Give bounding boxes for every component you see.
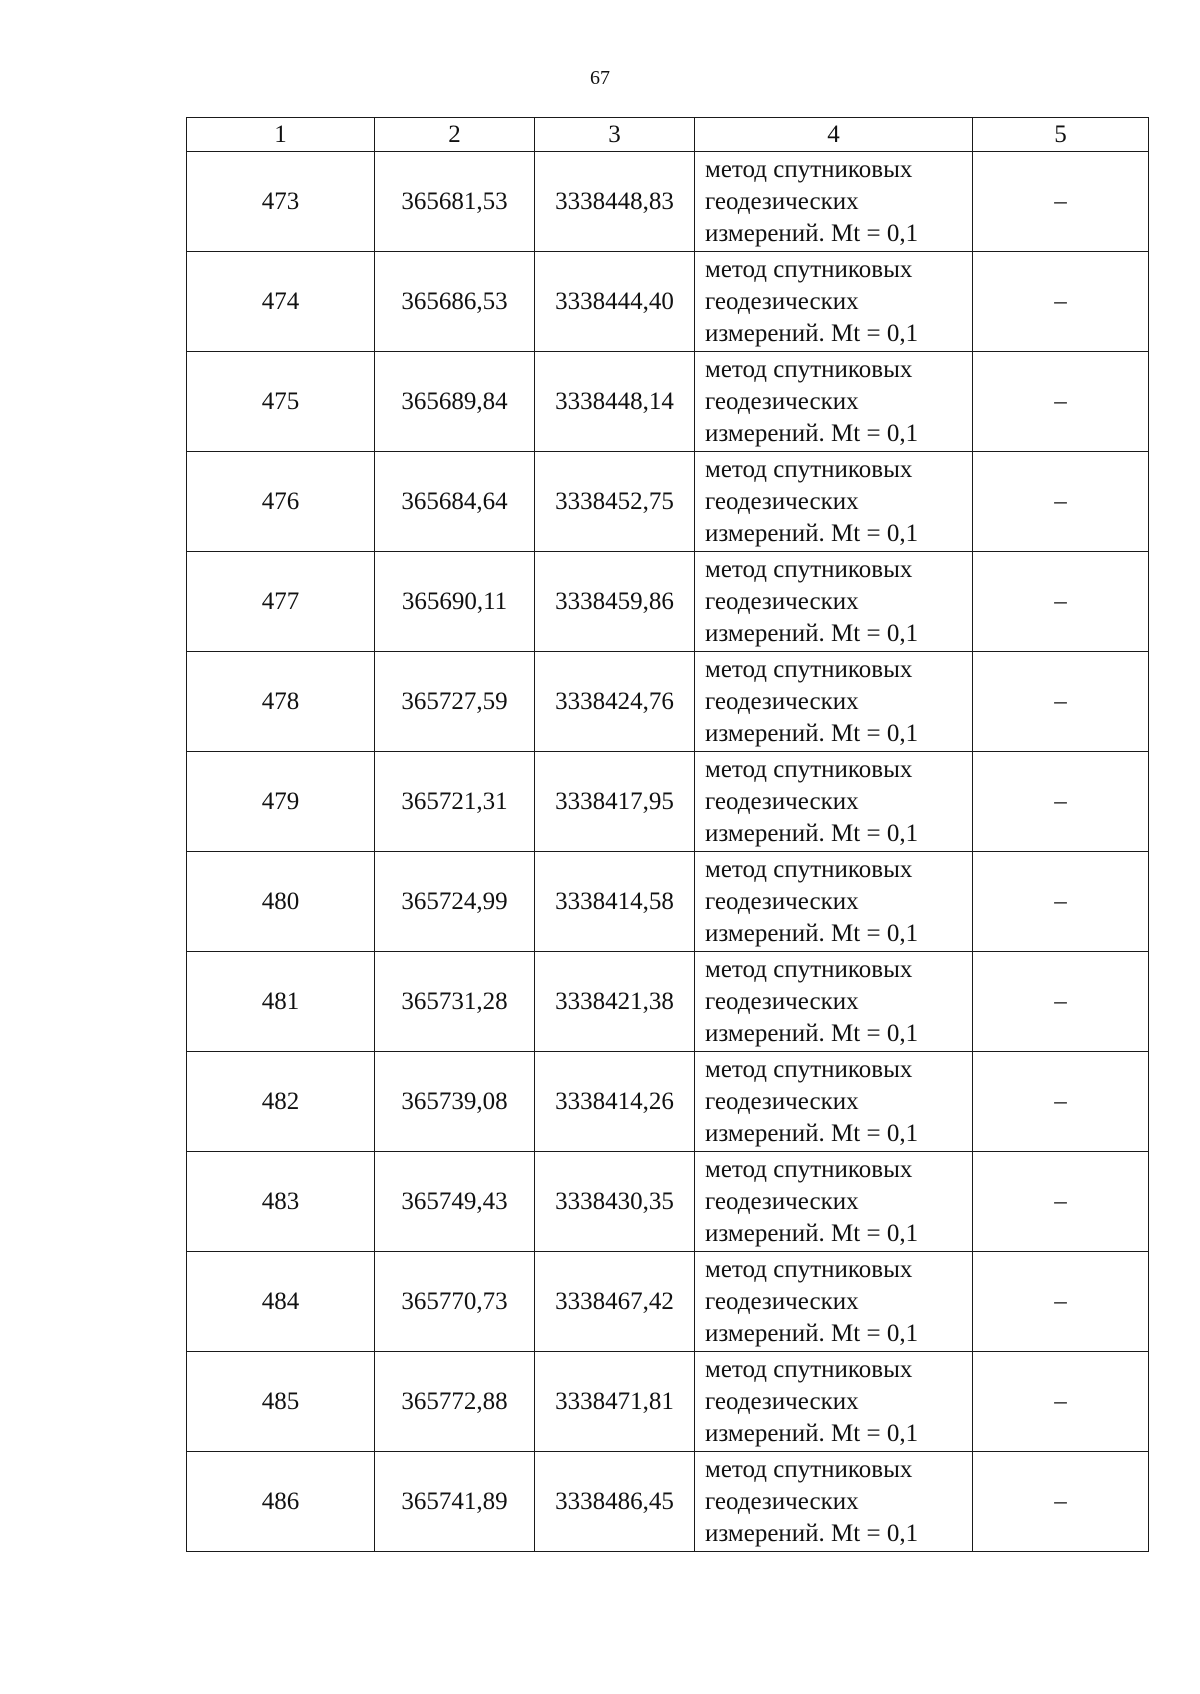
note-cell: – <box>973 1352 1149 1452</box>
point-number-cell: 479 <box>187 752 375 852</box>
point-number-cell: 482 <box>187 1052 375 1152</box>
y-coordinate-cell: 3338414,26 <box>535 1052 695 1152</box>
table-row <box>187 1352 1149 1452</box>
table-body <box>187 152 1149 1552</box>
y-coordinate-cell: 3338486,45 <box>535 1452 695 1552</box>
x-coordinate-cell: 365741,89 <box>375 1452 535 1552</box>
method-cell: метод спутниковых геодезических измерений. Mt = 0,1 <box>695 1452 973 1552</box>
y-coordinate-cell: 3338414,58 <box>535 852 695 952</box>
point-number-cell: 485 <box>187 1352 375 1452</box>
x-coordinate-cell: 365684,64 <box>375 452 535 552</box>
point-number-cell: 486 <box>187 1452 375 1552</box>
method-cell: метод спутниковых геодезических измерений. Mt = 0,1 <box>695 352 973 452</box>
method-cell: метод спутниковых геодезических измерений. Mt = 0,1 <box>695 1252 973 1352</box>
note-cell: – <box>973 852 1149 952</box>
y-coordinate-cell: 3338417,95 <box>535 752 695 852</box>
table-row <box>187 652 1149 752</box>
point-number-cell: 478 <box>187 652 375 752</box>
x-coordinate-cell: 365772,88 <box>375 1352 535 1452</box>
method-cell: метод спутниковых геодезических измерений. Mt = 0,1 <box>695 752 973 852</box>
table-header-row <box>187 118 1149 152</box>
y-coordinate-cell: 3338430,35 <box>535 1152 695 1252</box>
point-number-cell: 484 <box>187 1252 375 1352</box>
column-header-3: 3 <box>535 118 695 152</box>
table-row <box>187 152 1149 252</box>
page-number: 67 <box>590 67 610 89</box>
point-number-cell: 476 <box>187 452 375 552</box>
y-coordinate-cell: 3338467,42 <box>535 1252 695 1352</box>
x-coordinate-cell: 365727,59 <box>375 652 535 752</box>
method-cell: метод спутниковых геодезических измерений. Mt = 0,1 <box>695 452 973 552</box>
x-coordinate-cell: 365731,28 <box>375 952 535 1052</box>
note-cell: – <box>973 752 1149 852</box>
method-cell: метод спутниковых геодезических измерений. Mt = 0,1 <box>695 852 973 952</box>
table-row <box>187 1452 1149 1552</box>
table-row <box>187 752 1149 852</box>
column-header-2: 2 <box>375 118 535 152</box>
note-cell: – <box>973 1152 1149 1252</box>
method-cell: метод спутниковых геодезических измерений. Mt = 0,1 <box>695 252 973 352</box>
x-coordinate-cell: 365770,73 <box>375 1252 535 1352</box>
x-coordinate-cell: 365690,11 <box>375 552 535 652</box>
note-cell: – <box>973 652 1149 752</box>
y-coordinate-cell: 3338448,83 <box>535 152 695 252</box>
note-cell: – <box>973 552 1149 652</box>
column-header-4: 4 <box>695 118 973 152</box>
point-number-cell: 474 <box>187 252 375 352</box>
method-cell: метод спутниковых геодезических измерений. Mt = 0,1 <box>695 1052 973 1152</box>
x-coordinate-cell: 365681,53 <box>375 152 535 252</box>
method-cell: метод спутниковых геодезических измерений. Mt = 0,1 <box>695 1152 973 1252</box>
method-cell: метод спутниковых геодезических измерений. Mt = 0,1 <box>695 652 973 752</box>
x-coordinate-cell: 365721,31 <box>375 752 535 852</box>
x-coordinate-cell: 365749,43 <box>375 1152 535 1252</box>
point-number-cell: 477 <box>187 552 375 652</box>
coordinates-table <box>186 117 1149 1552</box>
table-row <box>187 1252 1149 1352</box>
table-row <box>187 1052 1149 1152</box>
y-coordinate-cell: 3338448,14 <box>535 352 695 452</box>
y-coordinate-cell: 3338471,81 <box>535 1352 695 1452</box>
column-header-5: 5 <box>973 118 1149 152</box>
method-cell: метод спутниковых геодезических измерений. Mt = 0,1 <box>695 952 973 1052</box>
table-row <box>187 252 1149 352</box>
note-cell: – <box>973 152 1149 252</box>
column-header-1: 1 <box>187 118 375 152</box>
point-number-cell: 483 <box>187 1152 375 1252</box>
point-number-cell: 481 <box>187 952 375 1052</box>
y-coordinate-cell: 3338444,40 <box>535 252 695 352</box>
x-coordinate-cell: 365689,84 <box>375 352 535 452</box>
x-coordinate-cell: 365739,08 <box>375 1052 535 1152</box>
method-cell: метод спутниковых геодезических измерений. Mt = 0,1 <box>695 1352 973 1452</box>
note-cell: – <box>973 1452 1149 1552</box>
table-row <box>187 452 1149 552</box>
table-row <box>187 352 1149 452</box>
x-coordinate-cell: 365686,53 <box>375 252 535 352</box>
method-cell: метод спутниковых геодезических измерений. Mt = 0,1 <box>695 152 973 252</box>
table-row <box>187 952 1149 1052</box>
x-coordinate-cell: 365724,99 <box>375 852 535 952</box>
point-number-cell: 475 <box>187 352 375 452</box>
table-row <box>187 1152 1149 1252</box>
y-coordinate-cell: 3338421,38 <box>535 952 695 1052</box>
y-coordinate-cell: 3338452,75 <box>535 452 695 552</box>
table-row <box>187 552 1149 652</box>
note-cell: – <box>973 1052 1149 1152</box>
note-cell: – <box>973 252 1149 352</box>
y-coordinate-cell: 3338424,76 <box>535 652 695 752</box>
point-number-cell: 473 <box>187 152 375 252</box>
note-cell: – <box>973 952 1149 1052</box>
method-cell: метод спутниковых геодезических измерений. Mt = 0,1 <box>695 552 973 652</box>
table-row <box>187 852 1149 952</box>
note-cell: – <box>973 1252 1149 1352</box>
note-cell: – <box>973 452 1149 552</box>
y-coordinate-cell: 3338459,86 <box>535 552 695 652</box>
point-number-cell: 480 <box>187 852 375 952</box>
note-cell: – <box>973 352 1149 452</box>
